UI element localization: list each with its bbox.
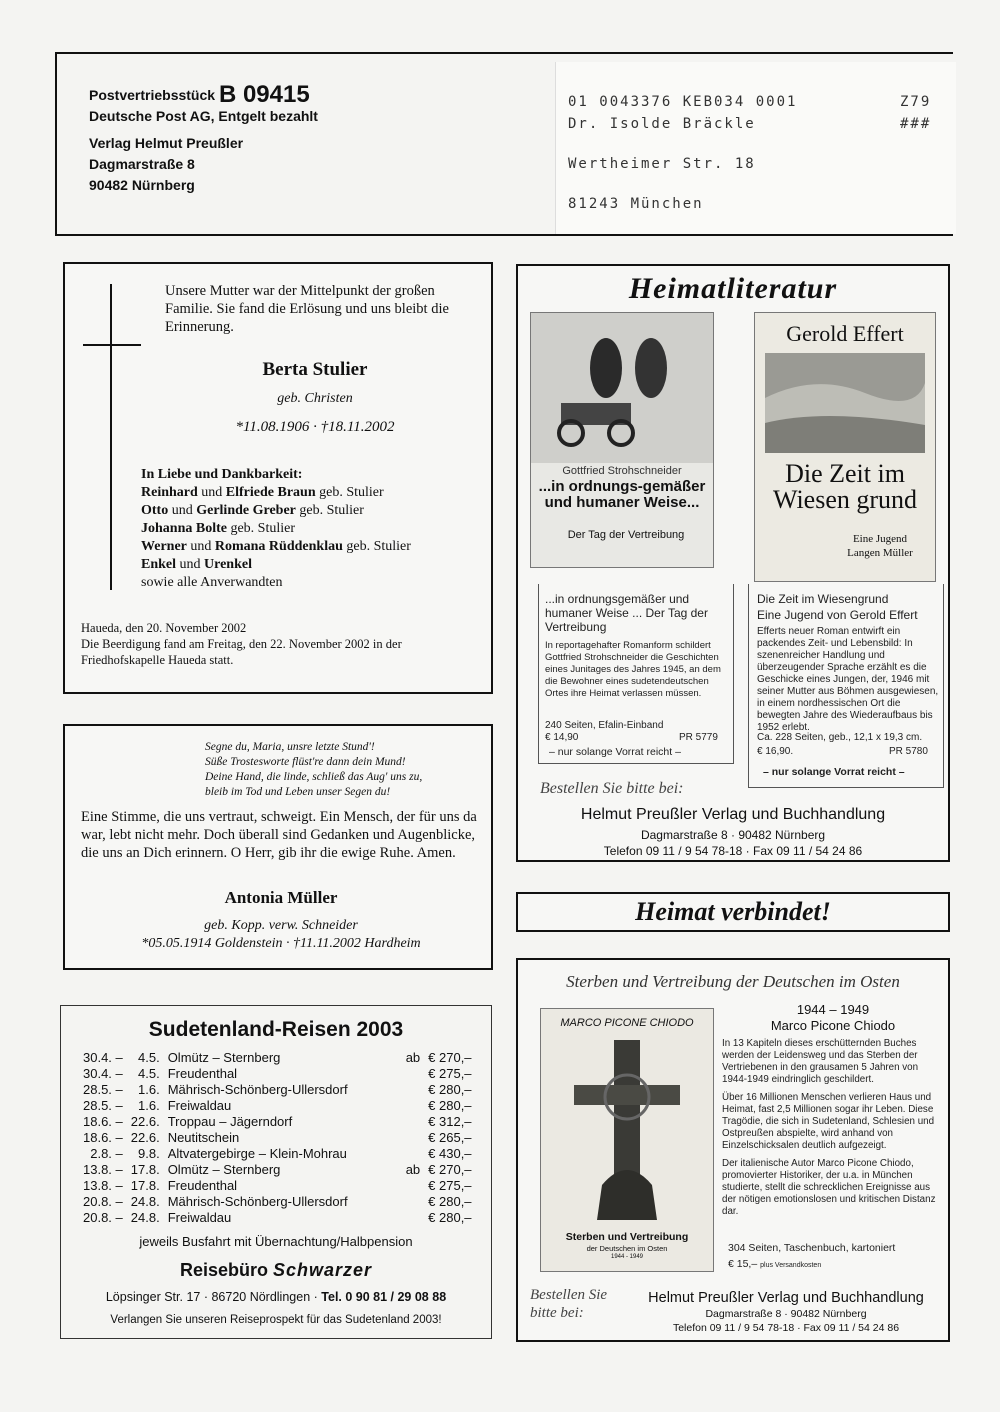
label-line-1: 01 0043376 KEB034 0001: [568, 94, 798, 110]
cover-subtitle: Eine Jugend: [852, 533, 908, 545]
cover-author: Gottfried Strohschneider: [562, 465, 682, 477]
mourners-list: [141, 484, 491, 592]
trip-destination: Olmütz – Sternberg: [167, 1162, 281, 1177]
cover-years: 1944 - 1949: [610, 1254, 644, 1260]
label-line-4: 81243 München: [568, 196, 704, 212]
trip-row: [79, 1162, 476, 1178]
sterben-vertreibung-ad: [516, 958, 950, 1342]
trip-destination: Altvatergebirge – Klein-Mohrau: [167, 1146, 347, 1161]
obituary-berta-stulier: [63, 262, 493, 694]
mourner-line: Johanna Bolte geb. Stulier: [141, 521, 296, 536]
trip-from: 30.4. –: [83, 1050, 123, 1065]
landscape-photo-icon: [765, 353, 925, 453]
mourner-line: Otto und Gerlinde Greber geb. Stulier: [141, 503, 364, 518]
deceased-name: Antonia Müller: [224, 888, 338, 907]
trip-destination: Olmütz – Sternberg: [167, 1050, 281, 1065]
cover-author: MARCO PICONE CHIODO: [560, 1017, 694, 1029]
trip-ab: [402, 1066, 424, 1082]
book-cover-strohschneider: [530, 312, 714, 568]
poem: [205, 740, 485, 800]
seller-phone: Telefon 09 11 / 9 54 78-18 · Fax 09 11 / 54 24 86: [672, 1322, 900, 1334]
trip-to: 24.8.: [130, 1194, 160, 1209]
place-date: Haueda, den 20. November 2002: [81, 621, 247, 635]
life-dates: *05.05.1914 Goldenstein · †11.11.2002 Hardheim: [141, 936, 421, 951]
trip-price: € 312,–: [428, 1114, 472, 1129]
ad-title: Heimatliteratur: [628, 272, 838, 305]
trip-from: 13.8. –: [83, 1178, 123, 1193]
book2-price: € 16,90.: [757, 746, 794, 757]
book1-code: PR 5779: [679, 732, 718, 743]
agency-logo: Schwarzer: [273, 1260, 373, 1280]
trip-price: € 280,–: [428, 1098, 472, 1113]
book1-text: In reportagehafter Romanform schildert Gottfried Strohschneider die Geschichten eines Junitages des Jahres 1945, an dem die Bewohner eines sudetendeutschen Ortes ihre Heimat verlassen müssen.: [545, 640, 721, 699]
wooden-cross-icon: [562, 1035, 692, 1225]
book-p2: Über 16 Millionen Menschen verlieren Haus und Heimat, fast 2,5 Millionen sogar ihr Leben. Diese Tragödie, die sich in Sudetenland, Schlesien und Ostpreußen abspielte, wird anhand von Einzelschicksalen deutlich aufgezeigt.: [722, 1092, 935, 1151]
heimat-verbindet-banner: [516, 892, 950, 932]
trip-to: 17.8.: [130, 1162, 160, 1177]
label-line-2: Dr. Isolde Bräckle: [568, 116, 756, 132]
trip-row: [79, 1114, 476, 1130]
trip-ab: ab: [405, 1050, 421, 1065]
publisher-street: Dagmarstraße 8: [89, 156, 195, 172]
travel-note: jeweils Busfahrt mit Übernachtung/Halbpension: [139, 1234, 413, 1249]
book2-subtitle: Eine Jugend von Gerold Effert: [757, 608, 918, 622]
ad-title: Sterben und Vertreibung der Deutschen im Osten: [566, 972, 900, 991]
seller-address: Dagmarstraße 8 · 90482 Nürnberg: [705, 1308, 867, 1320]
travel-title: Sudetenland-Reisen 2003: [148, 1018, 404, 1041]
life-dates: *11.08.1906 · †18.11.2002: [235, 419, 395, 435]
shipping-note: plus Versandkosten: [760, 1262, 822, 1269]
mourner-line: Werner und Romana Rüddenklau geb. Stulier: [141, 539, 411, 554]
poem-line: bleib im Tod und Leben unser Segen du!: [205, 786, 391, 798]
trip-price: € 270,–: [428, 1162, 472, 1177]
trip-to: 4.5.: [138, 1066, 160, 1081]
postage-note: Deutsche Post AG, Entgelt bezahlt: [89, 108, 318, 124]
trip-ab: [402, 1178, 424, 1194]
seller-phone: Telefon 09 11 / 9 54 78-18 · Fax 09 11 / 54 24 86: [603, 844, 863, 858]
trip-to: 22.6.: [130, 1114, 160, 1129]
travel-ad: [60, 1005, 492, 1339]
trip-row: [79, 1082, 476, 1098]
trip-from: 13.8. –: [83, 1162, 123, 1177]
book1-format: 240 Seiten, Efalin-Einband: [545, 720, 664, 731]
book2-title: Die Zeit im Wiesengrund: [757, 592, 889, 606]
mourner-line: Reinhard und Elfriede Braun geb. Stulier: [141, 485, 384, 500]
seller-address: Dagmarstraße 8 · 90482 Nürnberg: [640, 828, 826, 842]
cross-icon: [110, 284, 112, 590]
book1-description: [538, 584, 734, 764]
trip-ab: [402, 1210, 424, 1226]
agency-phone: Tel. 0 90 81 / 29 08 88: [321, 1290, 447, 1304]
trip-to: 24.8.: [130, 1210, 160, 1225]
publisher-city: 90482 Nürnberg: [89, 177, 195, 193]
trip-ab: [402, 1114, 424, 1130]
trip-to: 17.8.: [130, 1178, 160, 1193]
mailing-header: [55, 52, 953, 236]
book-price: € 15,– plus Versandkosten: [728, 1258, 822, 1270]
trip-row: [79, 1210, 476, 1226]
cover-title: ...in ordnungs-gemäßer und humaner Weise...: [538, 478, 706, 511]
trip-price: € 430,–: [428, 1146, 472, 1161]
mourners-title: In Liebe und Dankbarkeit:: [141, 467, 303, 482]
trip-from: 28.5. –: [83, 1098, 123, 1113]
deceased-name: Berta Stulier: [262, 359, 368, 380]
book2-format: Ca. 228 Seiten, geb., 12,1 x 19,3 cm.: [757, 732, 923, 743]
cover-subtitle: der Deutschen im Osten: [586, 1244, 668, 1253]
trip-row: [79, 1146, 476, 1162]
sender-block: [89, 81, 318, 196]
cross-icon-bar: [83, 344, 141, 346]
trip-price: € 280,–: [428, 1194, 472, 1209]
trip-from: 18.6. –: [83, 1114, 123, 1129]
agency-address: Löpsinger Str. 17 · 86720 Nördlingen · Tel. 0 90 81 / 29 08 88: [105, 1290, 447, 1304]
book-format: 304 Seiten, Taschenbuch, kartoniert: [728, 1242, 896, 1254]
trip-price: € 275,–: [428, 1178, 472, 1193]
cover-title: Sterben und Vertreibung: [565, 1231, 689, 1243]
poem-line: Segne du, Maria, unsre letzte Stund'!: [205, 741, 375, 753]
trip-row: [79, 1098, 476, 1114]
banner-title: Heimat verbindet!: [635, 897, 831, 926]
book-years: 1944 – 1949: [796, 1002, 870, 1017]
obituary-text: Eine Stimme, die uns vertraut, schweigt. Ein Mensch, der für uns da war, lebt nicht mehr. Doch überall sind Gedanken und Augenblicke, die uns an Dich erinnern. O Herr, gib ihr die ewige Ruhe. Amen.: [81, 809, 477, 861]
travel-footer: Verlangen Sie unseren Reiseprospekt für das Sudetenland 2003!: [110, 1314, 442, 1326]
birth-name: geb. Kopp. verw. Schneider: [204, 918, 358, 933]
agency-prefix: Reisebüro: [179, 1260, 268, 1280]
book2-text: Efferts neuer Roman entwirft ein packendes Zeit- und Lebensbild: In szenenreicher Handlung und überzeugender Sprache erzählt es die Geschicke eines Jungen, der, 1946 mit seiner Mutter aus Böhmen ausgewiesen, in einem nordhessischen Ort die bewegten Jahre des Wiederaufbaus bis 1952 erlebt.: [757, 626, 939, 733]
book2-stock: – nur solange Vorrat reicht –: [763, 766, 905, 778]
trip-from: 28.5. –: [83, 1082, 123, 1097]
book-p3: Der italienische Autor Marco Picone Chiodo, promovierter Historiker, der u.a. in München studierte, stellt die schrecklichen Ereignisse aus der nötigen emotionslosen und kritischen Distanz dar.: [722, 1158, 936, 1217]
cover-author: Gerold Effert: [786, 321, 904, 346]
obituary-intro: Unsere Mutter war der Mittelpunkt der großen Familie. Sie fand die Erlösung und uns bleibt die Erinnerung.: [165, 283, 449, 335]
agency-name: [61, 1260, 491, 1281]
heimatliteratur-ad: [516, 264, 950, 862]
trip-ab: ab: [405, 1162, 421, 1177]
postvertrieb-number: B 09415: [218, 81, 310, 108]
trip-from: 2.8. –: [90, 1146, 123, 1161]
publisher-name: Verlag Helmut Preußler: [89, 135, 244, 151]
cover-publisher: Langen Müller: [847, 547, 913, 559]
trip-table: [79, 1050, 476, 1226]
trip-destination: Freiwaldau: [167, 1098, 232, 1113]
trip-ab: [402, 1194, 424, 1210]
order-label: Bestellen Sie bitte bei:: [530, 1287, 608, 1321]
book-cover-effert: [754, 312, 936, 582]
label-line-3: Wertheimer Str. 18: [568, 156, 756, 172]
mourner-line: sowie alle Anverwandten: [141, 575, 283, 590]
mourner-line: Enkel und Urenkel: [141, 557, 252, 572]
trip-from: 20.8. –: [83, 1194, 123, 1209]
poem-line: Deine Hand, die linde, schließ das Aug' uns zu,: [205, 771, 423, 783]
trip-row: [79, 1130, 476, 1146]
book-p1: In 13 Kapiteln dieses erschütternden Buches werden der Leidensweg und das Sterben der Vertriebenen in den grausamen 5 Jahren von 1944-1949 eindringlich geschildert.: [722, 1038, 919, 1085]
trip-row: [79, 1194, 476, 1210]
trip-from: 20.8. –: [83, 1210, 123, 1225]
book-author: Marco Picone Chiodo: [770, 1018, 896, 1033]
trip-destination: Mährisch-Schönberg-Ullersdorf: [167, 1194, 348, 1209]
cover-photo-icon: [531, 313, 713, 463]
birth-name: geb. Christen: [277, 391, 353, 406]
book-cover-chiodo: [540, 1008, 714, 1272]
order-label: Bestellen Sie bitte bei:: [540, 780, 684, 797]
label-marks: ###: [900, 116, 932, 132]
seller-name: Helmut Preußler Verlag und Buchhandlung: [580, 806, 886, 823]
cover-title: Die Zeit im Wiesen grund: [772, 459, 918, 514]
trip-price: € 270,–: [428, 1050, 472, 1065]
trip-ab: [402, 1130, 424, 1146]
funeral-note: Die Beerdigung fand am Freitag, den 22. November 2002 in der Friedhofskapelle Haueda statt.: [81, 637, 402, 667]
trip-row: [79, 1066, 476, 1082]
trip-price: € 280,–: [428, 1210, 472, 1225]
trip-to: 22.6.: [130, 1130, 160, 1145]
trip-to: 4.5.: [138, 1050, 160, 1065]
seller-name: Helmut Preußler Verlag und Buchhandlung: [648, 1290, 924, 1306]
trip-destination: Freiwaldau: [167, 1210, 232, 1225]
cover-subtitle: Der Tag der Vertreibung: [567, 529, 685, 541]
trip-destination: Freudenthal: [167, 1066, 238, 1081]
poem-line: Süße Trosteswortе flüst're dann dein Mund!: [205, 756, 406, 768]
book1-stock: – nur solange Vorrat reicht –: [549, 746, 681, 758]
trip-destination: Freudenthal: [167, 1178, 238, 1193]
trip-ab: [402, 1146, 424, 1162]
trip-destination: Mährisch-Schönberg-Ullersdorf: [167, 1082, 348, 1097]
trip-destination: Troppau – Jägerndorf: [167, 1114, 293, 1129]
book1-price: € 14,90: [545, 732, 579, 743]
trip-ab: [402, 1098, 424, 1114]
trip-row: [79, 1050, 476, 1066]
book2-code: PR 5780: [889, 746, 928, 757]
trip-to: 1.6.: [138, 1082, 160, 1097]
trip-row: [79, 1178, 476, 1194]
trip-price: € 280,–: [428, 1082, 472, 1097]
trip-price: € 265,–: [428, 1130, 472, 1145]
trip-ab: [402, 1082, 424, 1098]
book1-title: ...in ordnungsgemäßer und humaner Weise ... Der Tag der Vertreibung: [545, 592, 708, 634]
postvertrieb-label: Postvertriebsstück: [89, 87, 216, 103]
obituary-antonia-mueller: [63, 724, 493, 970]
trip-price: € 275,–: [428, 1066, 472, 1081]
book2-description: [748, 584, 944, 788]
trip-to: 9.8.: [138, 1146, 160, 1161]
trip-from: 18.6. –: [83, 1130, 123, 1145]
trip-destination: Neutitschein: [167, 1130, 240, 1145]
label-code: Z79: [900, 94, 932, 110]
address-label: [555, 62, 956, 234]
trip-to: 1.6.: [138, 1098, 160, 1113]
trip-from: 30.4. –: [83, 1066, 123, 1081]
